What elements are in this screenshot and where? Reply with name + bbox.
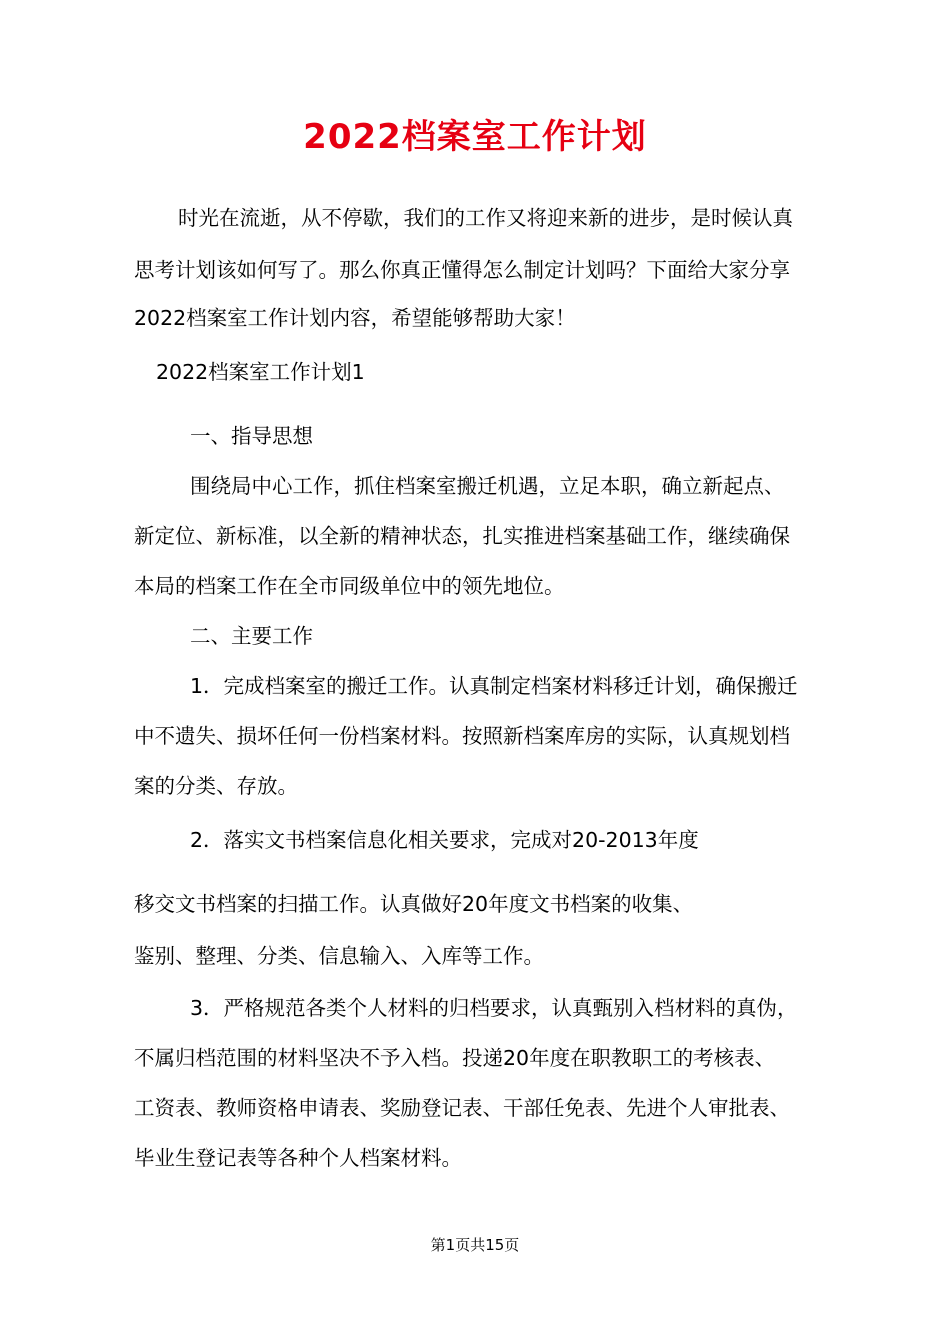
paragraph-line: 鉴别、整理、分类、信息输入、入库等工作。 xyxy=(134,944,544,968)
paragraph-line: 毕业生登记表等各种个人档案材料。 xyxy=(134,1146,462,1170)
subsection-heading: 一、指导思想 xyxy=(190,424,313,448)
section-heading: 2022档案室工作计划1 xyxy=(156,360,365,384)
paragraph-line: 案的分类、存放。 xyxy=(134,774,298,798)
paragraph-line: 不属归档范围的材料坚决不予入档。投递20年度在职教职工的考核表、 xyxy=(134,1046,776,1070)
paragraph-line: 1．完成档案室的搬迁工作。认真制定档案材料移迁计划，确保搬迁 xyxy=(190,674,798,698)
paragraph-line: 2．落实文书档案信息化相关要求，完成对20-2013年度 xyxy=(190,828,699,852)
document-title: 2022档案室工作计划 xyxy=(303,117,647,157)
paragraph-line: 时光在流逝，从不停歇，我们的工作又将迎来新的进步，是时候认真 xyxy=(178,206,793,230)
paragraph-line: 本局的档案工作在全市同级单位中的领先地位。 xyxy=(134,574,565,598)
paragraph-line: 2022档案室工作计划内容，希望能够帮助大家！ xyxy=(134,306,576,330)
paragraph-line: 新定位、新标准，以全新的精神状态，扎实推进档案基础工作，继续确保 xyxy=(134,524,790,548)
subsection-heading: 二、主要工作 xyxy=(190,624,313,648)
paragraph-line: 中不遗失、损坏任何一份档案材料。按照新档案库房的实际，认真规划档 xyxy=(134,724,790,748)
paragraph-line: 工资表、教师资格申请表、奖励登记表、干部任免表、先进个人审批表、 xyxy=(134,1096,790,1120)
paragraph-line: 围绕局中心工作，抓住档案室搬迁机遇，立足本职，确立新起点、 xyxy=(190,474,785,498)
paragraph-line: 思考计划该如何写了。那么你真正懂得怎么制定计划吗？下面给大家分享 xyxy=(134,258,790,282)
page-number-footer: 第1页共15页 xyxy=(430,1236,520,1254)
paragraph-line: 3．严格规范各类个人材料的归档要求，认真甄别入档材料的真伪， xyxy=(190,996,798,1020)
paragraph-line: 移交文书档案的扫描工作。认真做好20年度文书档案的收集、 xyxy=(134,892,694,916)
